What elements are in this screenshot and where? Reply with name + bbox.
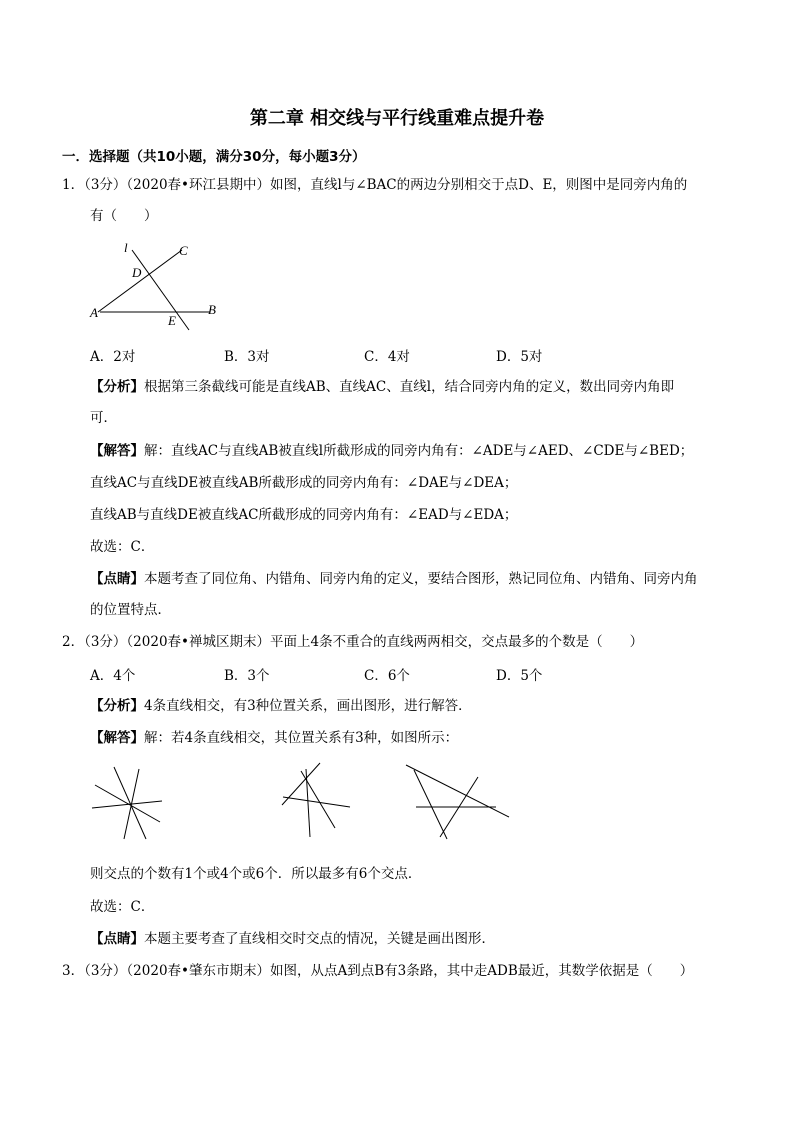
q2-figures [0, 755, 794, 855]
q1-choice: 故选：C． [90, 539, 155, 555]
page-title: 第二章 相交线与平行线重难点提升卷 [249, 108, 545, 129]
q2-option-d: D．5个 [496, 668, 543, 684]
q1-option-b: B．3对 [224, 349, 270, 365]
q1-answer-line1 [90, 441, 693, 461]
four-lines-four-points [282, 763, 350, 837]
q2-stem: 2．（3分）（2020春•禅城区期末）平面上4条不重合的直线两两相交，交点最多的个数是（ ） [62, 634, 644, 650]
q2-comment [90, 929, 495, 949]
q2-result: 则交点的个数有1个或4个或6个．所以最多有6个交点． [90, 866, 422, 882]
comment-text: 本题考查了同位角、内错角、同旁内角的定义，要结合图形，熟记同位角、内错角、同旁内角 [144, 571, 698, 587]
analysis-tag: 【分析】 [90, 379, 144, 395]
q1-option-c: C．4对 [364, 349, 410, 365]
answer-tag: 【解答】 [90, 730, 144, 746]
q1-stem-line2: 有（ ） [90, 208, 158, 224]
q1-answer-line2: 直线AC与直线DE被直线AB所截形成的同旁内角有：∠DAE与∠DEA； [90, 475, 518, 491]
line-l [132, 250, 189, 330]
answer-text: 解：若4条直线相交，其位置关系有3种，如图所示： [144, 730, 459, 746]
q1-stem-line1: 1．（3分）（2020春•环江县期中）如图，直线l与∠BAC的两边分别相交于点D、E，则图中是同旁内角的 [62, 177, 688, 193]
analysis-text: 根据第三条截线可能是直线AB、直线AC、直线l，结合同旁内角的定义，数出同旁内角即 [144, 379, 675, 395]
q2-option-c: C．6个 [364, 668, 410, 684]
answer-tag: 【解答】 [90, 443, 144, 459]
comment-tag: 【点睛】 [90, 571, 144, 587]
four-lines-six-points [406, 765, 509, 839]
q3-stem: 3．（3分）（2020春•肇东市期末）如图，从点A到点B有3条路，其中走ADB最近，其数学依据是（ ） [62, 963, 694, 979]
label-e: E [168, 313, 176, 328]
answer-text: 解：直线AC与直线AB被直线l所截形成的同旁内角有：∠ADE与∠AED、∠CDE与∠BED； [144, 443, 694, 459]
analysis-text: 4条直线相交，有3种位置关系，画出图形，进行解答． [144, 698, 472, 714]
comment-text: 本题主要考查了直线相交时交点的情况，关键是画出图形． [144, 931, 495, 947]
q2-option-a: A．4个 [90, 668, 136, 684]
label-c: C [179, 243, 188, 258]
q1-analysis-line2: 可． [90, 410, 117, 426]
q1-analysis-line1 [90, 377, 674, 397]
q2-answer [90, 728, 458, 748]
q1-option-d: D．5对 [496, 349, 543, 365]
label-d: D [132, 265, 142, 280]
four-lines-one-point [92, 767, 162, 839]
label-l: l [124, 240, 128, 255]
section-heading: 一．选择题（共10小题，满分30分，每小题3分） [62, 149, 366, 165]
label-a: A [90, 305, 98, 320]
q2-analysis [90, 696, 472, 716]
q2-option-b: B．3个 [224, 668, 270, 684]
q2-choice: 故选：C． [90, 899, 155, 915]
q1-comment-line2: 的位置特点． [90, 602, 171, 618]
q1-comment-line1 [90, 569, 698, 589]
comment-tag: 【点睛】 [90, 931, 144, 947]
q1-answer-line3: 直线AB与直线DE被直线AC所截形成的同旁内角有：∠EAD与∠EDA； [90, 507, 518, 523]
q1-option-a: A．2对 [90, 349, 136, 365]
analysis-tag: 【分析】 [90, 698, 144, 714]
q1-figure [88, 238, 228, 338]
label-b: B [208, 302, 216, 317]
